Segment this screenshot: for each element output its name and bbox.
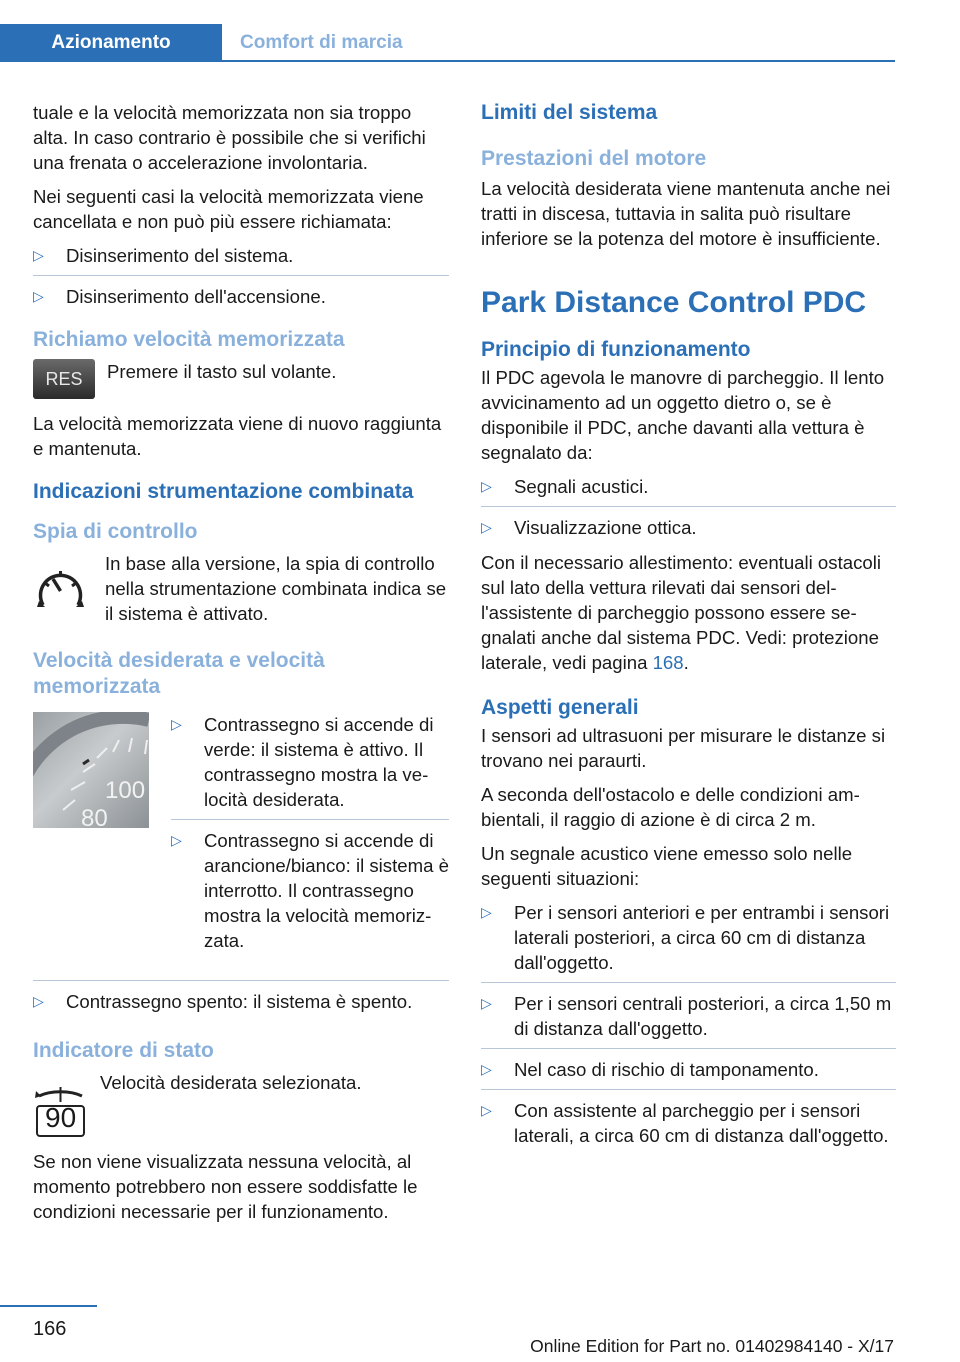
paragraph-principio: Il PDC agevola le manovre di parcheggio. Il lento avvicinamento ad un oggetto dietro o, se è disponibile il PDC, anche davanti alla vettura è segnalato da: (481, 367, 885, 463)
cancellation-list (33, 243, 449, 309)
list-item: ▷ Segnali acustici. (481, 474, 896, 499)
page-reference-link[interactable]: 168 (652, 652, 684, 673)
speedometer-label-100: 100 (105, 777, 146, 804)
allestimento-end: . (683, 652, 689, 673)
paragraph-nessuna-velocita: Se non viene visualizzata nessuna velocità, al momento potrebbero non essere soddisfatte le condizioni necessarie per il funzionamento. (33, 1151, 418, 1222)
paragraph-aspetti-1: I sensori ad ultrasuoni per misurare le distanze si trovano nei paraurti. (481, 725, 886, 771)
list-divider (171, 819, 449, 820)
speedometer-image (33, 712, 149, 828)
paragraph-riraggiunta: La velocità memorizzata viene di nuovo raggiunta e mantenuta. (33, 413, 442, 459)
list-item: ▷ Disinserimento del sistema. (33, 243, 449, 268)
paragraph-continuation: tuale e la velocità memorizzata non sia troppo alta. In caso contrario è possibile che si verifichi una frenata o accelerazione involontaria. (33, 102, 426, 173)
list-divider (481, 1048, 896, 1049)
section-tab-azionamento: Azionamento (0, 24, 222, 61)
paragraph-cancellation: Nei seguenti casi la velocità memorizzata viene cancellata e non può più essere richiamata: (33, 186, 424, 232)
spia-description: In base alla versione, la spia di controllo nella strumentazione combinata indica se il sistema è attivato. (105, 553, 447, 624)
list-item: ▷ Per i sensori centrali posteriori, a circa 1,50 m di distanza dall'oggetto. (481, 991, 896, 1041)
list-item: ▷ Visualizzazione ottica. (481, 515, 896, 540)
res-row (33, 359, 449, 399)
list-divider (481, 1089, 896, 1090)
paragraph-allestimento (481, 550, 896, 675)
spia-row (33, 551, 449, 626)
paragraph-prestazioni: La velocità desiderata viene mantenuta anche nei tratti in discesa, tuttavia in salita può risultare inferiore se la potenza del motore è insufficiente. (481, 178, 891, 249)
paragraph-aspetti-2: A seconda dell'ostacolo e delle condizioni ambientali, il raggio di azione è di circa 2 m. (481, 784, 860, 830)
velocita-row (33, 712, 449, 970)
heading-velocita: Velocità desiderata e velocità memorizzata (33, 649, 325, 698)
res-instruction: Premere il tasto sul volante. (107, 361, 337, 382)
list-item: ▷ Per i sensori anteriori e per entrambi i sensori laterali posteriori, a circa 60 cm di distanza dall'oggetto. (481, 900, 896, 975)
stato-description: Velocità desiderata selezionata. (100, 1072, 362, 1093)
cruise-control-indicator-icon (33, 563, 88, 618)
speedometer-label-80: 80 (81, 805, 108, 828)
footer-rule (0, 1305, 97, 1307)
contrassegno-spento-list (33, 989, 449, 1014)
list-item: ▷ Contrassegno si accende di verde: il sistema è attivo. Il contrassegno mostra la velocità desiderata. (171, 712, 449, 812)
heading-limiti: Limiti del sistema (481, 101, 658, 124)
heading-aspetti: Aspetti generali (481, 696, 639, 719)
segnali-list (481, 474, 896, 540)
heading-spia: Spia di controllo (33, 520, 198, 543)
heading-principio: Principio di funzionamento (481, 338, 751, 361)
list-item: ▷ Con assistente al parcheggio per i sensori laterali, a circa 60 cm di distanza dall'oggetto. (481, 1098, 896, 1148)
contrassegno-list (171, 712, 449, 960)
list-divider (481, 982, 896, 983)
speed-status-icon (33, 1084, 88, 1139)
right-column (481, 100, 896, 1158)
edition-note: Online Edition for Part no. 01402984140 - X/17 (530, 1336, 894, 1356)
heading-indicazioni: Indicazioni strumentazione combinata (33, 480, 414, 503)
section-tab-comfort-di-marcia: Comfort di marcia (240, 31, 403, 53)
page-header (0, 0, 895, 62)
list-divider (33, 275, 449, 276)
heading-stato: Indicatore di stato (33, 1039, 214, 1062)
list-divider (33, 980, 449, 981)
situazioni-list (481, 900, 896, 1148)
heading-pdc: Park Distance Control PDC (481, 286, 867, 319)
page-number: 166 (33, 1318, 67, 1340)
list-item: ▷ Contrassegno si accende di arancione/bianco: il sistema è interrotto. Il contrassegno mostra la velocità memorizzata. (171, 828, 449, 953)
left-column (33, 100, 449, 1233)
heading-richiamo: Richiamo velocità memorizzata (33, 328, 345, 351)
list-item: ▷ Disinserimento dell'accensione. (33, 284, 449, 309)
header-rule (0, 60, 895, 62)
list-divider (481, 506, 896, 507)
speed-status-number: 90 (45, 1102, 77, 1133)
list-item: ▷ Nel caso di rischio di tamponamento. (481, 1057, 896, 1082)
paragraph-aspetti-3: Un segnale acustico viene emesso solo nelle seguenti situazioni: (481, 843, 853, 889)
res-button-icon: RES (33, 359, 95, 399)
heading-prestazioni: Prestazioni del motore (481, 147, 707, 170)
allestimento-text: Con il necessario allestimento: eventuali ostacoli sul lato della vettura rilevati dai sensori dell'assistente di parcheggio possono essere segnalati anche dal sistema PDC. Vedi: protezione laterale, vedi pagina (481, 552, 881, 673)
list-item: ▷ Contrassegno spento: il sistema è spento. (33, 989, 449, 1014)
stato-row (33, 1070, 449, 1139)
